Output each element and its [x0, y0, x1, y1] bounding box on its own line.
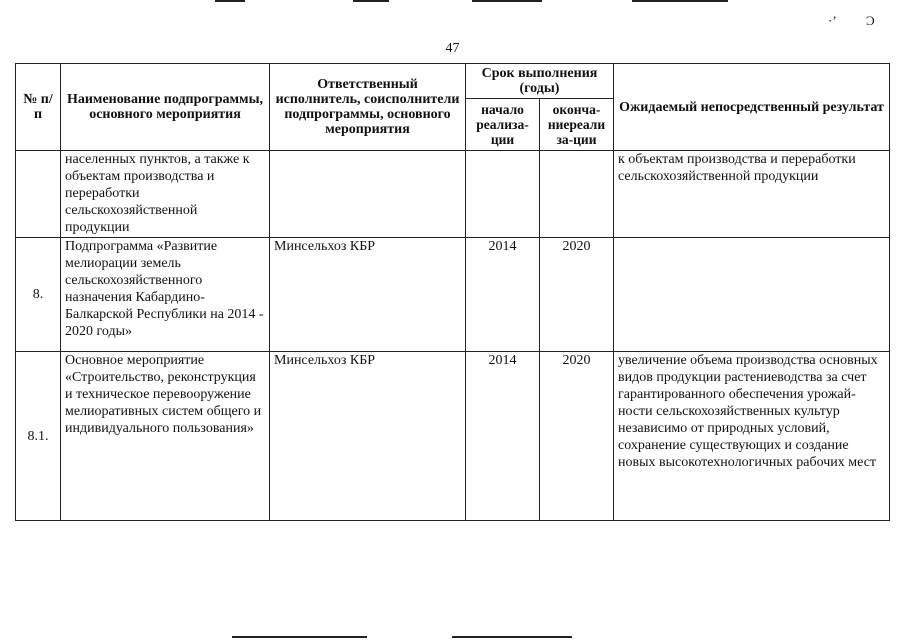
corner-mark-right: Ͻ: [866, 13, 875, 28]
table-row: [16, 151, 890, 238]
header-result: Ожидаемый непосредственный результат: [614, 64, 890, 151]
row-result: [614, 238, 890, 352]
row-start: 2014: [466, 352, 540, 521]
header-executor: Ответственный исполнитель, соисполнители подпрограммы, основного мероприятия: [270, 64, 466, 151]
corner-mark-left: ·ʼ: [828, 13, 837, 28]
page-number: 47: [445, 41, 460, 56]
scan-mark: [353, 0, 389, 2]
row-name: Основное мероприятие «Строительство, реконструкция и техническое перевооружение мелиоративных систем общего и индивидуального пользования»: [61, 352, 270, 521]
row-end: 2020: [540, 352, 614, 521]
header-start: начало реализа-ции: [466, 99, 540, 151]
row-result: к объектам производства и переработки сельскохозяйственной продукции: [614, 151, 890, 238]
row-name: Подпрограмма «Развитие мелиорации земель сельскохозяйственного назначения Кабардино-Балкарской Республики на 2014 - 2020 годы»: [61, 238, 270, 352]
row-num: [16, 151, 61, 238]
program-table: [15, 63, 890, 521]
row-num: 8.1.: [16, 352, 61, 521]
header-num: № п/п: [16, 64, 61, 151]
row-num: 8.: [16, 238, 61, 352]
scan-mark: [215, 0, 245, 2]
header-period: Срок выполнения (годы): [466, 64, 614, 99]
row-start: [466, 151, 540, 238]
row-result: увеличение объема производства основных видов продукции растениеводства за счет гарантированного обеспечения урожай-ности сельскохозяйственных культур независимо от природных условий, сохранение существующих и создание новых высокотехнологичных рабочих мест: [614, 352, 890, 521]
row-executor: [270, 151, 466, 238]
scan-mark: [632, 0, 728, 2]
row-executor: Минсельхоз КБР: [270, 352, 466, 521]
row-executor: Минсельхоз КБР: [270, 238, 466, 352]
row-end: [540, 151, 614, 238]
row-start: 2014: [466, 238, 540, 352]
header-name: Наименование подпрограммы, основного мероприятия: [61, 64, 270, 151]
scan-mark: [452, 636, 572, 638]
scan-mark: [472, 0, 542, 2]
table-row: [16, 352, 890, 521]
header-end: оконча-ниереали за-ции: [540, 99, 614, 151]
scan-mark: [232, 636, 367, 638]
row-end: 2020: [540, 238, 614, 352]
row-name: населенных пунктов, а также к объектам производства и переработки сельскохозяйственной продукции: [61, 151, 270, 238]
table-row: [16, 238, 890, 352]
